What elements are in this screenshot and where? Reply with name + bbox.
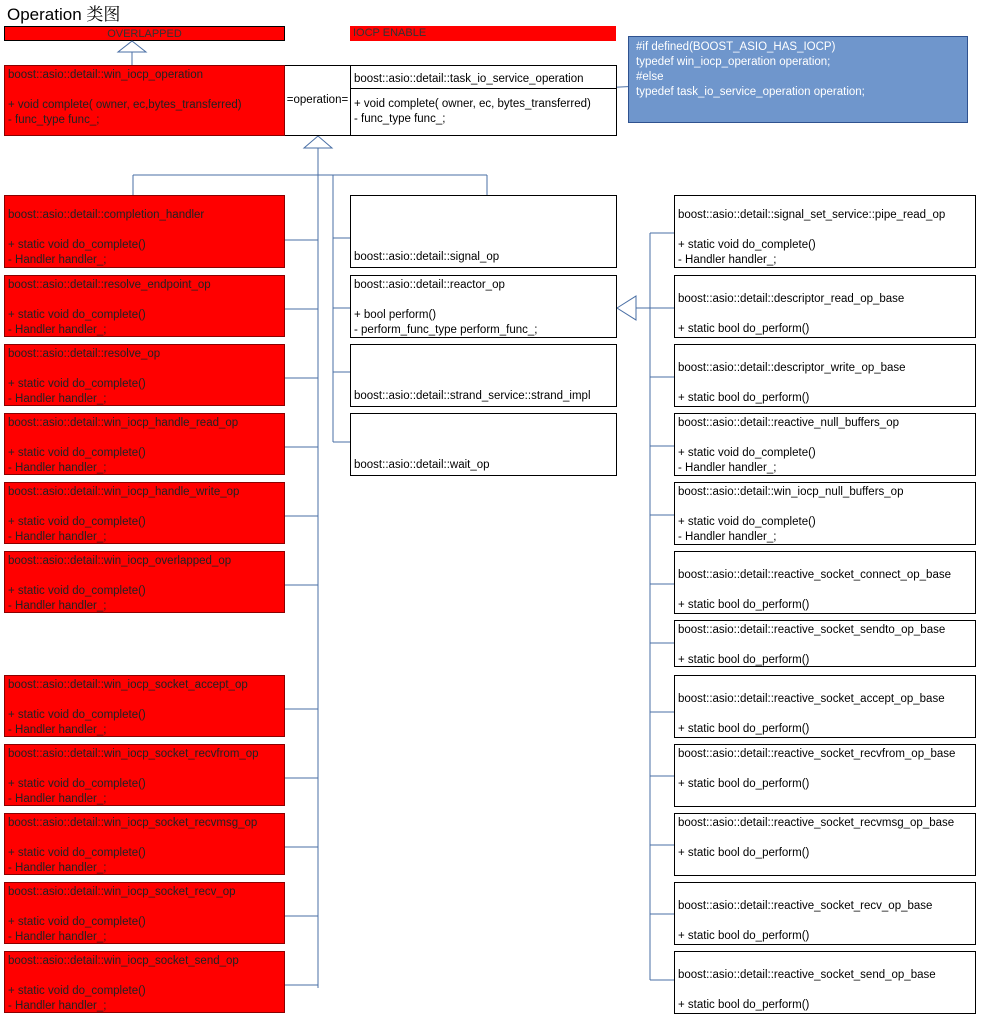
class-field: - Handler handler_; bbox=[8, 862, 107, 874]
class-win-iocp-socket-recv-op bbox=[4, 882, 285, 944]
class-name: boost::asio::detail::win_iocp_overlapped_op bbox=[8, 555, 232, 567]
class-name: boost::asio::detail::win_iocp_socket_send_op bbox=[8, 955, 239, 967]
class-method: + static void do_complete() bbox=[8, 447, 146, 459]
class-method: + static bool do_perform() bbox=[678, 323, 810, 335]
class-method: + static bool do_perform() bbox=[678, 599, 810, 611]
class-reactive-socket-sendto-op-base bbox=[674, 620, 976, 667]
class-reactive-socket-recv-op-base bbox=[674, 882, 976, 945]
class-method: + static void do_complete() bbox=[8, 309, 146, 321]
class-method: + static void do_complete() bbox=[8, 985, 146, 997]
class-win-iocp-operation bbox=[4, 65, 285, 136]
class-reactive-null-buffers-op bbox=[674, 413, 976, 476]
class-name: boost::asio::detail::reactive_socket_recvfrom_op_base bbox=[678, 748, 956, 760]
class-method: + static void do_complete() bbox=[8, 239, 146, 251]
class-method: + void complete( owner, ec,bytes_transferred) bbox=[8, 99, 242, 111]
class-field: - Handler handler_; bbox=[8, 462, 107, 474]
class-name: boost::asio::detail::reactive_null_buffers_op bbox=[678, 417, 899, 429]
class-reactive-socket-recvfrom-op-base bbox=[674, 744, 976, 807]
class-method: + static void do_complete() bbox=[8, 585, 146, 597]
class-name: boost::asio::detail::reactive_socket_accept_op_base bbox=[678, 693, 945, 705]
class-name: boost::asio::detail::reactive_socket_recv_op_base bbox=[678, 900, 933, 912]
class-name: boost::asio::detail::win_iocp_handle_read_op bbox=[8, 417, 239, 429]
class-wait-op bbox=[350, 413, 617, 476]
class-field: - Handler handler_; bbox=[8, 393, 107, 405]
class-method: + static void do_complete() bbox=[8, 709, 146, 721]
class-reactive-socket-send-op-base bbox=[674, 951, 976, 1014]
class-completion-handler bbox=[4, 195, 285, 268]
class-name: boost::asio::detail::completion_handler bbox=[8, 209, 205, 221]
class-field: - Handler handler_; bbox=[8, 254, 107, 266]
class-reactive-socket-connect-op-base bbox=[674, 551, 976, 614]
class-method: + static bool do_perform() bbox=[678, 847, 810, 859]
class-field: - Handler handler_; bbox=[678, 254, 777, 266]
class-method: + static void do_complete() bbox=[8, 847, 146, 859]
class-field: - Handler handler_; bbox=[8, 600, 107, 612]
class-resolve-endpoint-op bbox=[4, 275, 285, 337]
class-field: - func_type func_; bbox=[8, 114, 100, 126]
class-method: + void complete( owner, ec, bytes_transferred) bbox=[354, 98, 591, 110]
class-field: - Handler handler_; bbox=[678, 531, 777, 543]
class-method: + static bool do_perform() bbox=[678, 778, 810, 790]
class-win-iocp-null-buffers-op bbox=[674, 482, 976, 545]
class-win-iocp-socket-recvmsg-op bbox=[4, 813, 285, 875]
class-method: + static void do_complete() bbox=[678, 239, 816, 251]
class-field: - Handler handler_; bbox=[8, 793, 107, 805]
iocp-typedef-note bbox=[628, 36, 968, 123]
class-field: - Handler handler_; bbox=[8, 931, 107, 943]
class-field: - Handler handler_; bbox=[8, 324, 107, 336]
class-name: boost::asio::detail::signal_set_service::pipe_read_op bbox=[678, 209, 946, 221]
legend-iocp-enable: IOCP ENABLE bbox=[350, 26, 616, 41]
note-line: #else bbox=[636, 71, 664, 83]
class-win-iocp-overlapped-op bbox=[4, 551, 285, 613]
class-name: boost::asio::detail::reactive_socket_sendto_op_base bbox=[678, 624, 946, 636]
class-name: boost::asio::detail::descriptor_read_op_base bbox=[678, 293, 905, 305]
class-field: - Handler handler_; bbox=[8, 724, 107, 736]
class-name: boost::asio::detail::win_iocp_socket_recvmsg_op bbox=[8, 817, 258, 829]
class-method: + static bool do_perform() bbox=[678, 654, 810, 666]
class-field: - Handler handler_; bbox=[678, 462, 777, 474]
class-name: boost::asio::detail::win_iocp_socket_recvfrom_op bbox=[8, 748, 259, 760]
class-strand-impl bbox=[350, 344, 617, 407]
class-name: boost::asio::detail::reactive_socket_connect_op_base bbox=[678, 569, 951, 581]
class-field: - Handler handler_; bbox=[8, 1000, 107, 1012]
class-name: boost::asio::detail::win_iocp_null_buffers_op bbox=[678, 486, 904, 498]
class-name: boost::asio::detail::reactor_op bbox=[354, 279, 505, 291]
class-signal-op bbox=[350, 195, 617, 268]
operation-typedef-label: =operation= bbox=[285, 65, 350, 136]
class-name: boost::asio::detail::reactive_socket_send_op_base bbox=[678, 969, 936, 981]
class-win-iocp-handle-read-op bbox=[4, 413, 285, 475]
class-descriptor-write-op-base bbox=[674, 344, 976, 407]
class-reactive-socket-recvmsg-op-base bbox=[674, 813, 976, 876]
legend-overlapped: OVERLAPPED bbox=[4, 26, 285, 41]
class-name: boost::asio::detail::strand_service::strand_impl bbox=[354, 390, 591, 402]
class-win-iocp-socket-recvfrom-op bbox=[4, 744, 285, 806]
class-resolve-op bbox=[4, 344, 285, 406]
note-line: #if defined(BOOST_ASIO_HAS_IOCP) bbox=[636, 41, 836, 53]
class-reactive-socket-accept-op-base bbox=[674, 675, 976, 738]
class-field: - Handler handler_; bbox=[8, 531, 107, 543]
class-descriptor-read-op-base bbox=[674, 275, 976, 338]
class-method: + static void do_complete() bbox=[8, 378, 146, 390]
class-name: boost::asio::detail::wait_op bbox=[354, 459, 490, 471]
class-win-iocp-socket-accept-op bbox=[4, 675, 285, 737]
class-pipe-read-op bbox=[674, 195, 976, 268]
class-name: boost::asio::detail::resolve_endpoint_op bbox=[8, 279, 211, 291]
class-win-iocp-socket-send-op bbox=[4, 951, 285, 1013]
class-method: + static void do_complete() bbox=[8, 778, 146, 790]
class-method: + static bool do_perform() bbox=[678, 999, 810, 1011]
class-name: boost::asio::detail::win_iocp_handle_write_op bbox=[8, 486, 240, 498]
class-method: + static bool do_perform() bbox=[678, 723, 810, 735]
class-method: + bool perform() bbox=[354, 309, 437, 321]
class-method: + static void do_complete() bbox=[678, 516, 816, 528]
class-method: + static void do_complete() bbox=[678, 447, 816, 459]
class-name: boost::asio::detail::win_iocp_operation bbox=[8, 69, 203, 81]
class-name: boost::asio::detail::signal_op bbox=[354, 251, 500, 263]
diagram-title: Operation 类图 bbox=[7, 5, 121, 24]
class-field: - func_type func_; bbox=[354, 113, 446, 125]
class-name: boost::asio::detail::win_iocp_socket_recv_op bbox=[8, 886, 236, 898]
class-field: - perform_func_type perform_func_; bbox=[354, 324, 538, 336]
note-line: typedef task_io_service_operation operation; bbox=[636, 86, 865, 98]
note-line: typedef win_iocp_operation operation; bbox=[636, 56, 831, 68]
class-method: + static bool do_perform() bbox=[678, 930, 810, 942]
class-name: boost::asio::detail::task_io_service_operation bbox=[351, 66, 616, 89]
class-name: boost::asio::detail::win_iocp_socket_accept_op bbox=[8, 679, 248, 691]
class-name: boost::asio::detail::reactive_socket_recvmsg_op_base bbox=[678, 817, 955, 829]
class-reactor-op bbox=[350, 275, 617, 338]
class-name: boost::asio::detail::descriptor_write_op_base bbox=[678, 362, 906, 374]
class-method: + static void do_complete() bbox=[8, 516, 146, 528]
class-method: + static bool do_perform() bbox=[678, 392, 810, 404]
class-task-io-service-operation bbox=[350, 65, 617, 136]
class-method: + static void do_complete() bbox=[8, 916, 146, 928]
class-name: boost::asio::detail::resolve_op bbox=[8, 348, 161, 360]
class-win-iocp-handle-write-op bbox=[4, 482, 285, 544]
